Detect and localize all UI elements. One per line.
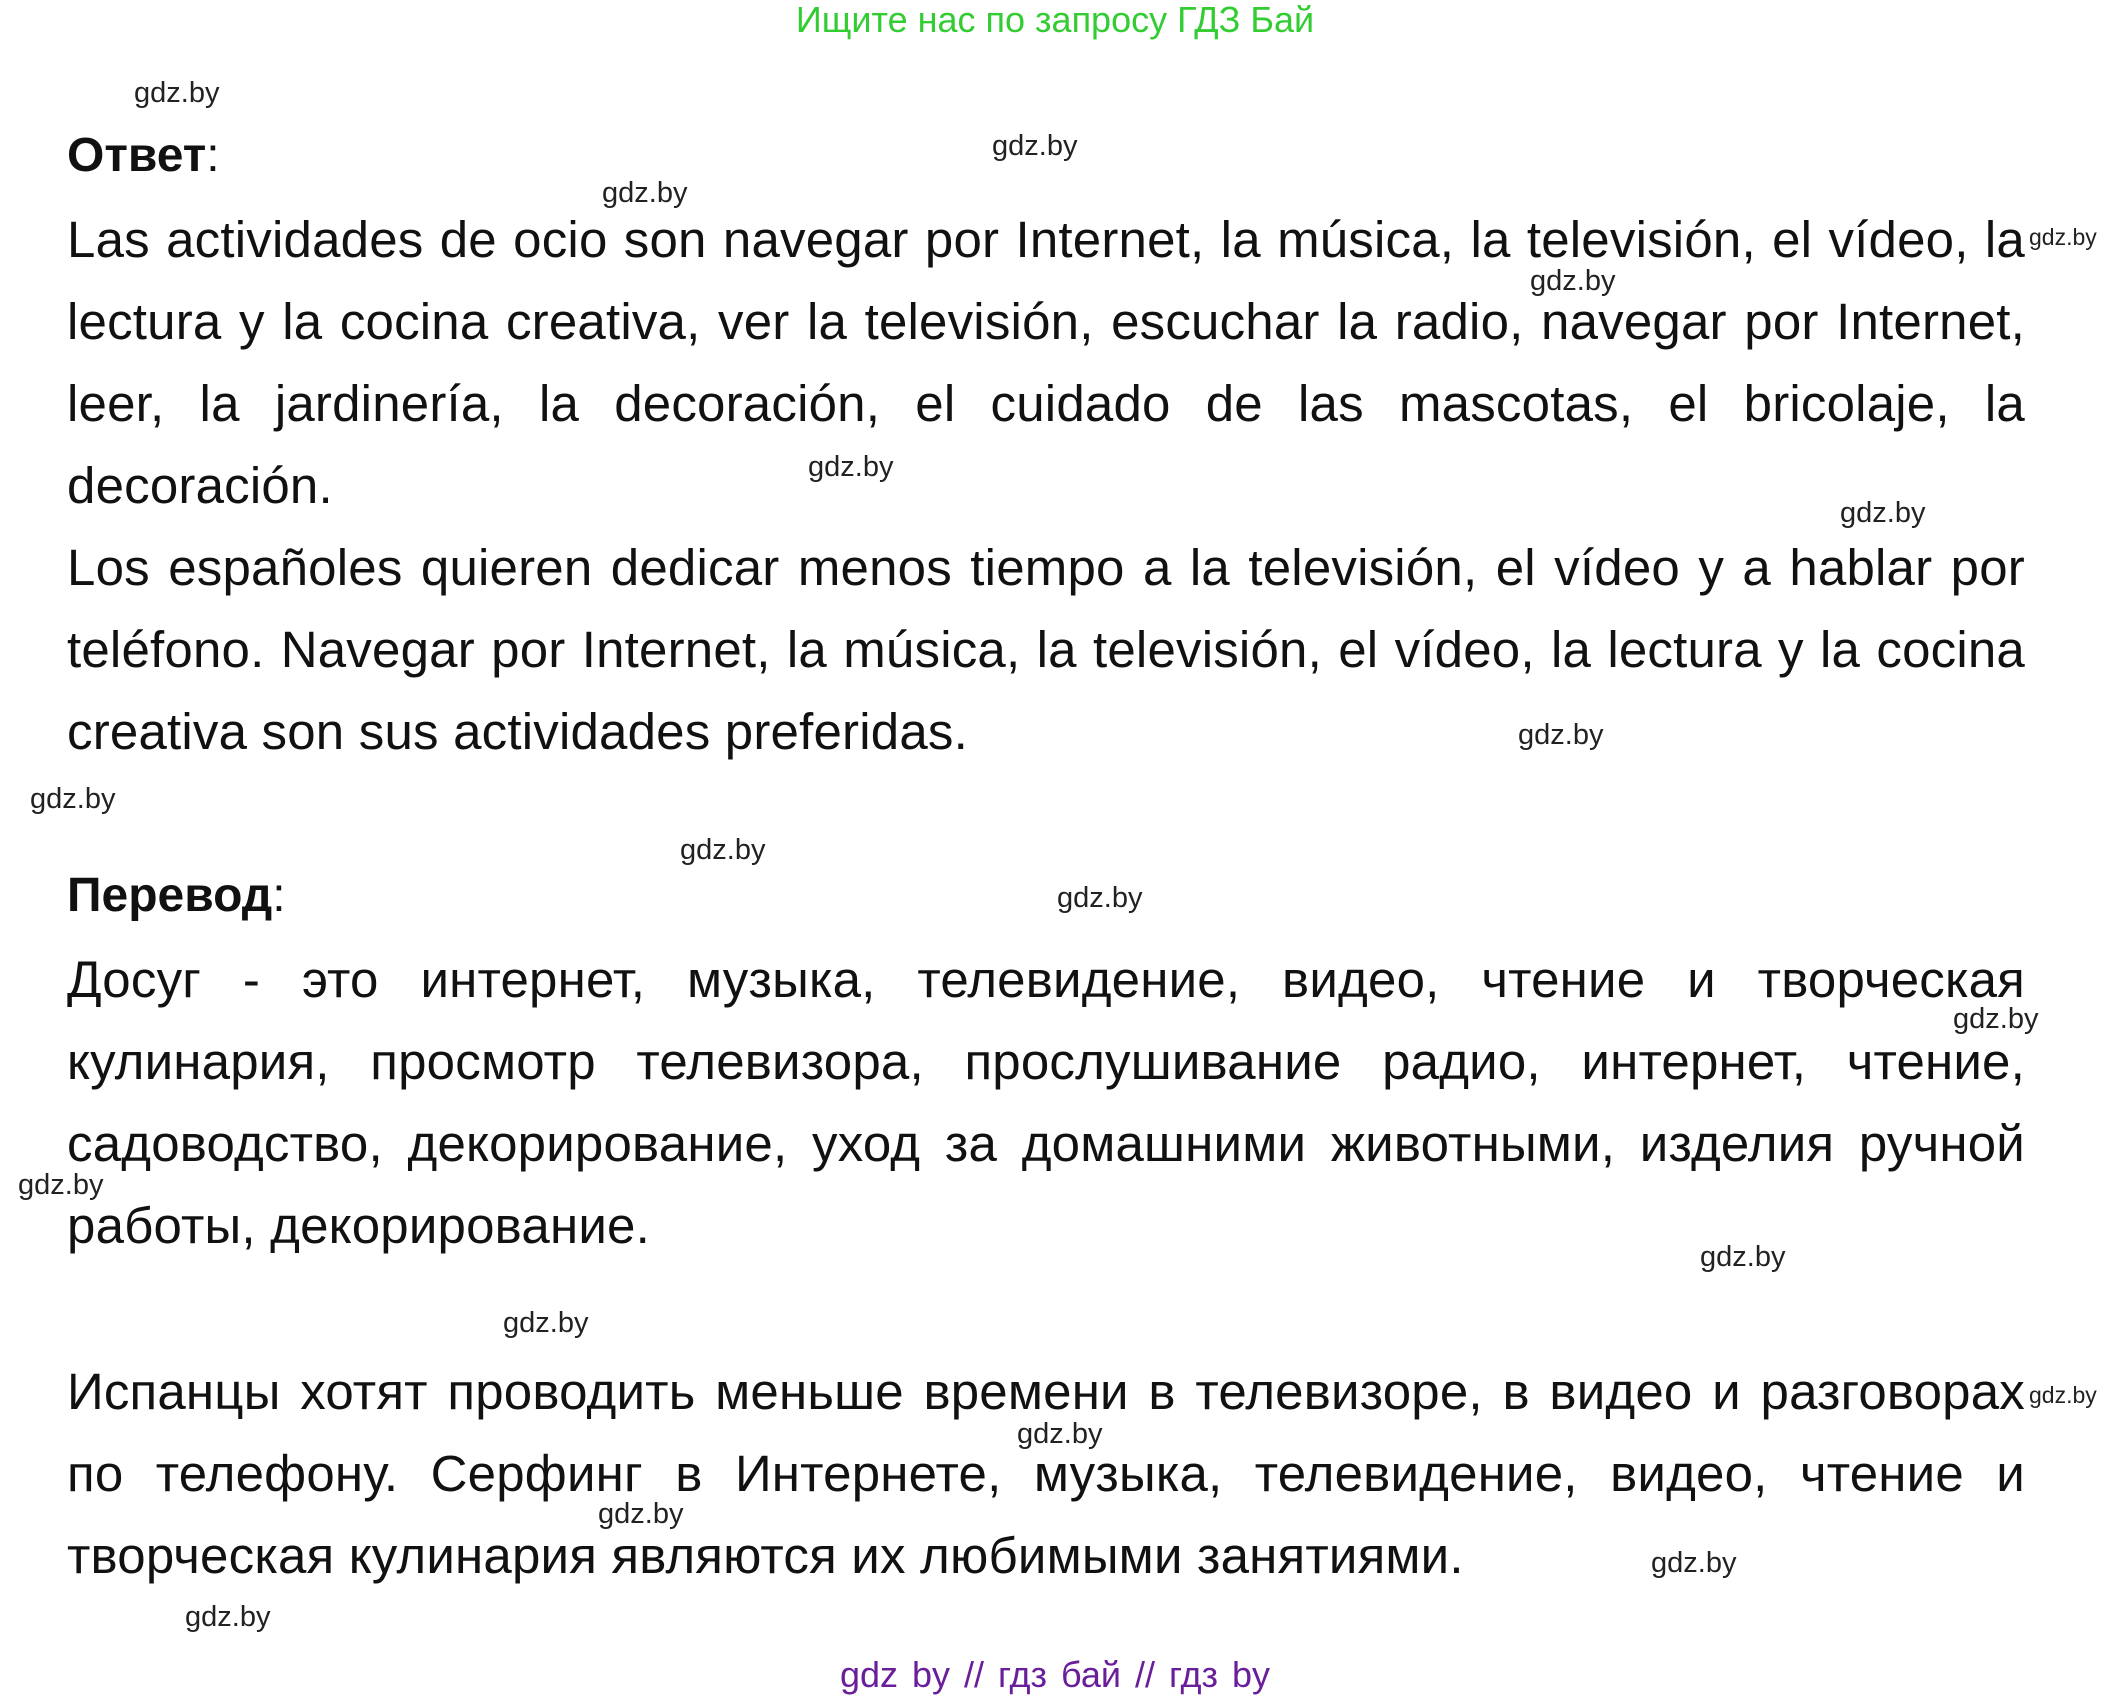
answer-heading-text: Ответ: [67, 129, 207, 182]
translation-heading: [67, 866, 286, 926]
watermark: gdz.by: [1840, 497, 1926, 529]
watermark: gdz.by: [808, 451, 894, 483]
footer-links: gdz by // гдз бай // гдз by: [839, 1654, 1271, 1695]
watermark: gdz.by: [1651, 1547, 1737, 1579]
watermark: gdz.by: [30, 783, 116, 815]
watermark: gdz.by: [1017, 1418, 1103, 1450]
translation-paragraph-1: Досуг - это интернет, музыка, телевидение, видео, чтение и творческая кулинария, просмотр телевизора, прослушивание радио, интернет, чтение, садоводство, декорирование, уход за домашними животными, изделия ручной работы, декорирование.: [67, 951, 2025, 1254]
watermark: gdz.by: [503, 1307, 589, 1339]
watermark: gdz.by: [18, 1169, 104, 1201]
answer-paragraph-2: Los españoles quieren dedicar menos tiempo a la televisión, el vídeo y a hablar por teléfono. Navegar por Internet, la música, la televisión, el vídeo, la lectura y la cocina creativa son sus actividades preferidas.: [67, 539, 2025, 760]
answer-heading: [67, 126, 220, 186]
watermark: gdz.by: [1518, 719, 1604, 751]
watermark: gdz.by: [602, 177, 688, 209]
watermark: gdz.by: [134, 77, 220, 109]
watermark: gdz.by: [1057, 882, 1143, 914]
watermark: gdz.by: [2029, 1382, 2097, 1408]
translation-paragraph-2: Испанцы хотят проводить меньше времени в телевизоре, в видео и разговорах по телефону. Серфинг в Интернете, музыка, телевидение, видео, чтение и творческая кулинария являются их любимыми занятиями.: [67, 1363, 2025, 1584]
heading-colon: :: [206, 129, 220, 182]
answer-paragraph-1: Las actividades de ocio son navegar por Internet, la música, la televisión, el vídeo, la lectura y la cocina creativa, ver la televisión, escuchar la radio, navegar por Internet, leer, la jardinería, la decoración, el cuidado de las mascotas, el bricolaje, la decoración.: [67, 211, 2025, 514]
watermark: gdz.by: [992, 130, 1078, 162]
translation-heading-text: Перевод: [67, 869, 273, 922]
watermark: gdz.by: [1953, 1003, 2039, 1035]
watermark: gdz.by: [2029, 224, 2097, 250]
watermark: gdz.by: [598, 1498, 684, 1530]
watermark: gdz.by: [680, 834, 766, 866]
watermark: gdz.by: [1700, 1241, 1786, 1273]
heading-colon: :: [272, 869, 286, 922]
watermark: gdz.by: [1530, 265, 1616, 297]
watermark: gdz.by: [185, 1601, 271, 1633]
top-banner: Ищите нас по запросу ГДЗ Бай: [795, 0, 1315, 40]
